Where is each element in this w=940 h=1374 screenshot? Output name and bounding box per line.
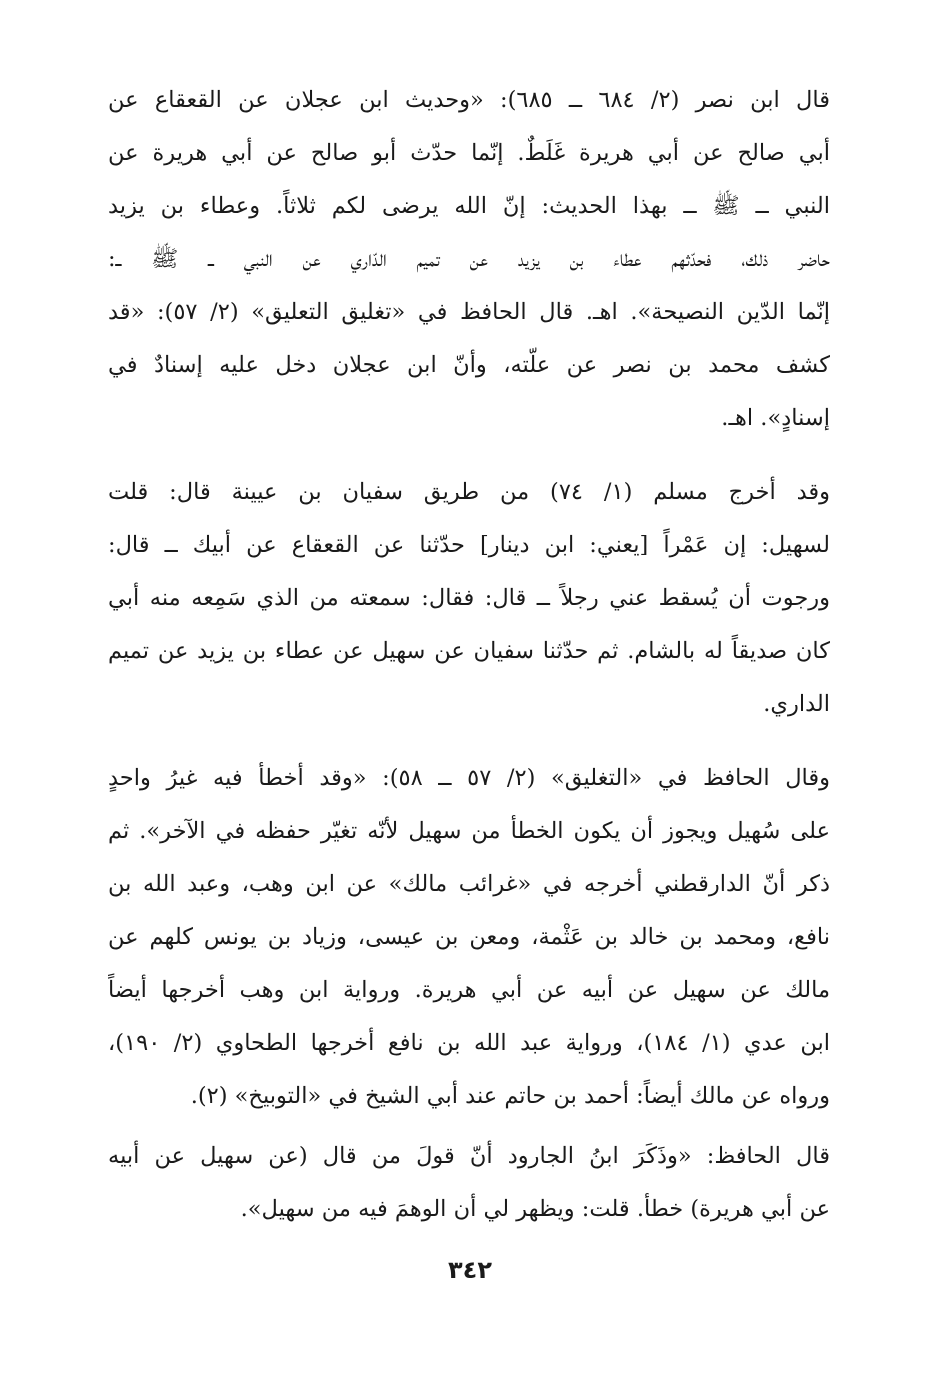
paragraph-hafiz-taghliq (108, 752, 830, 1123)
text-line: على سُهيل ويجوز أن يكون الخطأ من سهيل لأنّه تغيّر حفظه في الآخر». ثم (108, 818, 830, 844)
text-line: وقال الحافظ في «التغليق» (٢/ ٥٧ ــ ٥٨): «وقد أخطأ فيه غيرُ واحدٍ (108, 765, 830, 791)
text-line: كشف محمد بن نصر عن علّته، وأنّ ابن عجلان دخل عليه إسنادٌ في (108, 352, 830, 378)
page-number: ٣٤٢ (448, 1256, 492, 1284)
text-line: النبي ــ ﷺ ــ بهذا الحديث: إنّ الله يرضى لكم ثلاثاً. وعطاء بن يزيد (108, 193, 830, 219)
text-line: ورجوت أن يُسقط عني رجلاً ــ قال: فقال: سمعته من الذي سَمِعه منه أبي (108, 585, 830, 611)
text-line: الداري. (763, 691, 830, 717)
text-line: عن أبي هريرة) خطأ. قلت: ويظهر لي أن الوهمَ فيه من سهيل». (240, 1196, 830, 1222)
text-line: ذكر أنّ الدارقطني أخرجه في «غرائب مالك» عن ابن وهب، وعبد الله بن (108, 871, 830, 897)
text-line: إسنادٍ». اهـ. (721, 405, 830, 431)
text-line: ابن عدي (١/ ١٨٤)، ورواية عبد الله بن نافع أخرجها الطحاوي (٢/ ١٩٠)، (108, 1030, 830, 1056)
paragraph-muslim-narration (108, 466, 830, 731)
text-line: كان صديقاً له بالشام. ثم حدّثنا سفيان عن سهيل عن عطاء بن يزيد عن تميم (108, 638, 830, 664)
text-line: إنّما الدّين النصيحة». اهـ. قال الحافظ في «تغليق التعليق» (٢/ ٥٧): «قد (108, 299, 830, 325)
text-line: قال الحافظ: «وذَكَرَ ابنُ الجارود أنّ قولَ من قال (عن سهيل عن أبيه (108, 1143, 830, 1169)
text-line: مالك عن سهيل عن أبيه عن أبي هريرة. ورواية ابن وهب أخرجها أيضاً (108, 977, 830, 1003)
paragraph-ibn-nasr-quote (108, 74, 830, 445)
text-line: لسهيل: إن عَمْراً [يعني: ابن دينار] حدّثنا عن القعقاع عن أبيك ــ قال: (108, 532, 830, 558)
text-line: نافع، ومحمد بن خالد بن عَثْمة، ومعن بن عيسى، وزياد بن يونس كلهم عن (108, 924, 830, 950)
text-line: أبي صالح عن أبي هريرة غَلَطٌ. إنّما حدّث أبو صالح عن أبي هريرة عن (108, 140, 830, 166)
text-line: حاضر ذلك، فحدّثهم عطاء بن يزيد عن تميم الدّاري عن النبي ــ ﷺ ــ: (108, 246, 830, 272)
text-line: ورواه عن مالك أيضاً: أحمد بن حاتم عند أبي الشيخ في «التوبيخ» (٢). (190, 1083, 830, 1109)
text-line: وقد أخرج مسلم (١/ ٧٤) من طريق سفيان بن عيينة قال: قلت (108, 479, 830, 505)
paragraph-ibn-jarud (108, 1130, 830, 1236)
text-line: قال ابن نصر (٢/ ٦٨٤ ــ ٦٨٥): «وحديث ابن عجلان عن القعقاع عن (108, 87, 830, 113)
